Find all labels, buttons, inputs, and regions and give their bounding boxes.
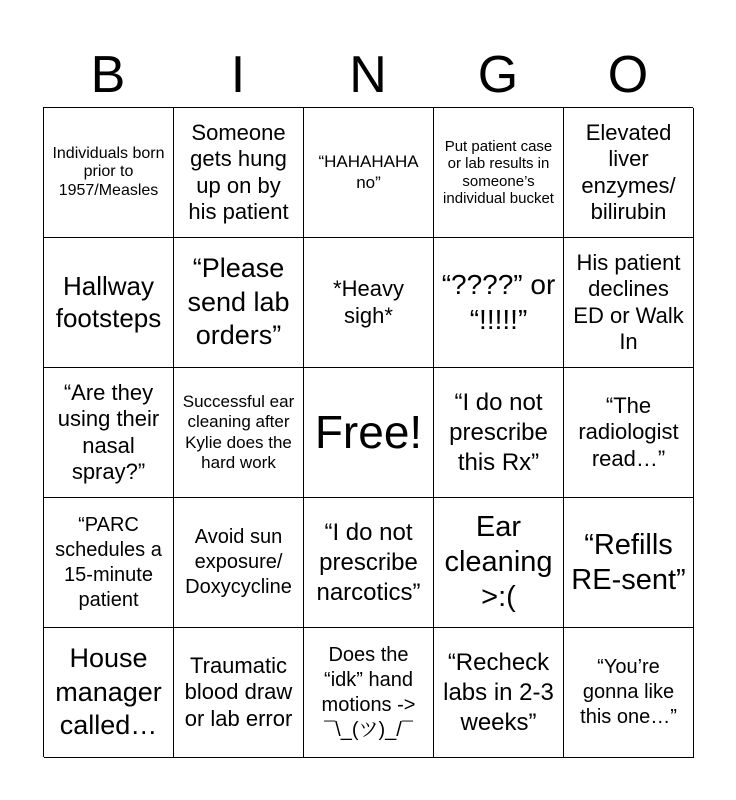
cell-text: “You’re gonna like this one…” [580,656,677,728]
bingo-cell[interactable] [564,628,694,758]
bingo-cell[interactable] [434,628,564,758]
cell-text: Does the “idk” hand motions -> ¯\_(ツ)_/¯ [321,643,416,741]
header-letter-o: O [607,46,649,104]
bingo-cell[interactable] [174,368,304,498]
cell-text: “????” or “!!!!!” [441,269,556,335]
cell-text: “Recheck labs in 2-3 weeks” [443,648,554,736]
header-letter-i: I [230,46,246,104]
bingo-cell[interactable] [434,498,564,628]
bingo-cell[interactable] [304,628,434,758]
cell-text: “PARC schedules a 15-minute patient [55,513,162,611]
cell-text: House manager called… [55,642,162,741]
cell-text: “Are they using their nasal spray?” [57,379,160,484]
header-letter-b: B [90,46,126,104]
bingo-cell[interactable] [434,108,564,238]
cell-text: Avoid sun exposure/ Doxycycline [185,526,292,598]
cell-text: “I do not prescribe narcotics” [316,518,421,606]
cell-text: Traumatic blood draw or lab error [184,652,293,731]
bingo-cell[interactable] [44,238,174,368]
bingo-cell[interactable] [44,368,174,498]
cell-text: “I do not prescribe this Rx” [449,388,548,476]
bingo-grid [43,107,693,757]
bingo-cell[interactable] [564,238,694,368]
cell-text: “HAHAHAHA no” [318,152,419,192]
cell-text: Hallway footsteps [55,271,162,333]
free-space-text: Free! [314,406,423,459]
cell-text: Someone gets hung up on by his patient [188,119,289,224]
bingo-cell[interactable] [304,498,434,628]
cell-text: Put patient case or lab results in someone’s individual bucket [443,138,554,207]
cell-text: *Heavy sigh* [333,276,404,328]
header-letter-n: N [349,46,387,104]
bingo-cell[interactable] [44,498,174,628]
bingo-cell[interactable] [564,498,694,628]
bingo-cell[interactable] [564,108,694,238]
bingo-cell[interactable] [304,108,434,238]
cell-text: Ear cleaning >:( [444,511,553,613]
cell-text: “The radiologist read…” [578,392,679,471]
bingo-cell[interactable] [44,628,174,758]
bingo-cell[interactable] [564,368,694,498]
bingo-cell[interactable] [174,108,304,238]
cell-text: “Refills RE-sent” [571,528,686,596]
cell-text: Elevated liver enzymes/ bilirubin [581,119,676,224]
bingo-cell[interactable] [174,628,304,758]
bingo-cell[interactable] [44,108,174,238]
free-space-cell[interactable] [304,368,434,498]
cell-text: Successful ear cleaning after Kylie does the hard work [182,391,295,472]
bingo-cell[interactable] [174,238,304,368]
header-letter-g: G [477,46,519,104]
bingo-cell[interactable] [174,498,304,628]
bingo-cell[interactable] [434,368,564,498]
cell-text: His patient declines ED or Walk In [573,249,684,354]
bingo-cell[interactable] [304,238,434,368]
bingo-header [43,42,693,108]
cell-text: “Please send lab orders” [187,252,290,351]
bingo-cell[interactable] [434,238,564,368]
cell-text: Individuals born prior to 1957/Measles [52,144,165,199]
